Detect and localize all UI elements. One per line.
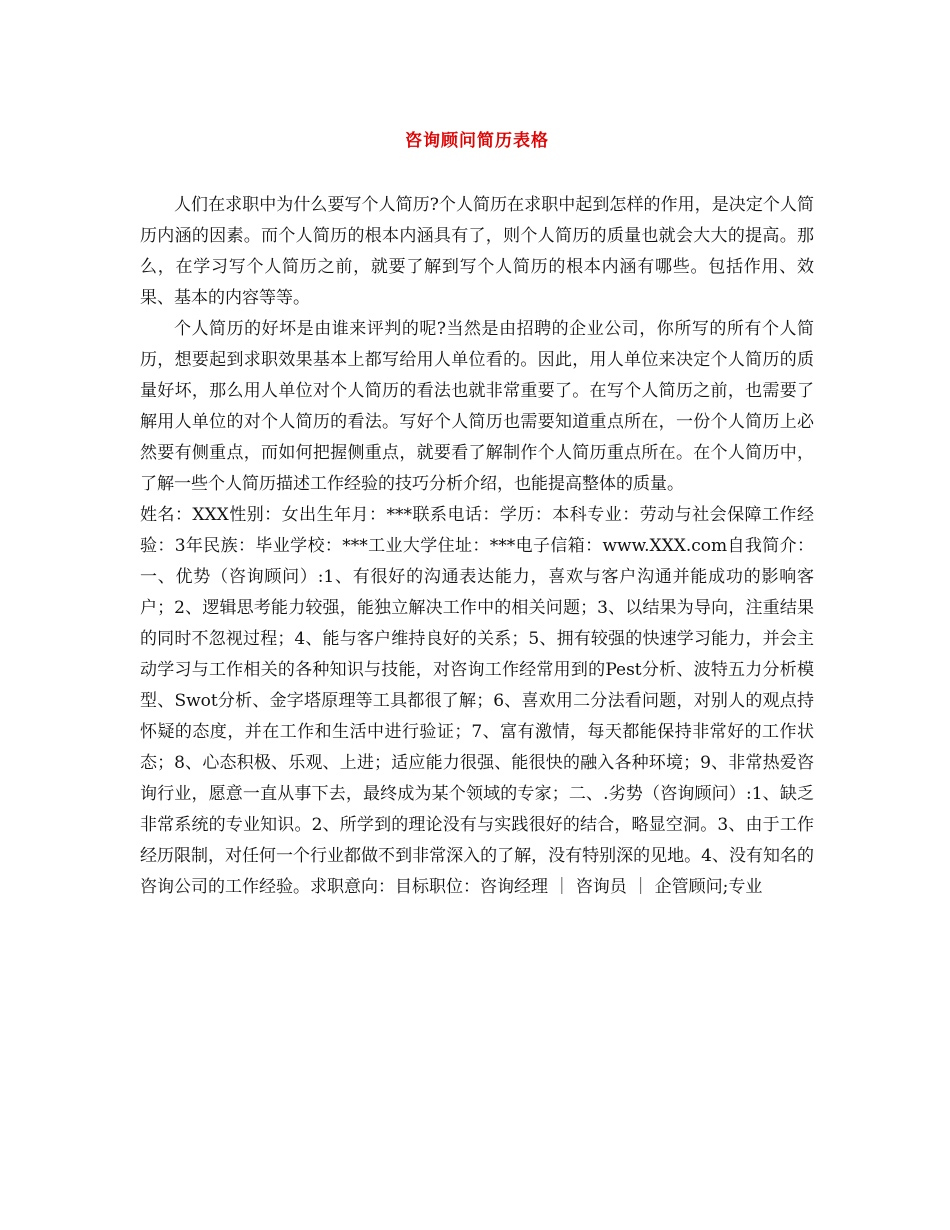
paragraph-resume-details: 姓名：XXX性别：女出生年月：***联系电话：学历：本科专业：劳动与社会保障工作经验：3年民族：毕业学校：***工业大学住址：***电子信箱：www.XXX.com自我简介：一、优势（咨询顾问）:1、有很好的沟通表达能力，喜欢与客户沟通并能成功的影响客户；2、逻辑思考能力较强，能独立解决工作中的相关问题；3、以结果为导向，注重结果的同时不忽视过程；4、能与客户维持良好的关系；5、拥有较强的快速学习能力，并会主动学习与工作相关的各种知识与技能，对咨询工作经常用到的Pest分析、波特五力分析模型、Swot分析、金字塔原理等工具都很了解；6、喜欢用二分法看问题，对别人的观点持怀疑的态度，并在工作和生活中进行验证；7、富有激情，每天都能保持非常好的工作状态；8、心态积极、乐观、上进；适应能力很强、能很快的融入各种环境；9、非常热爱咨询行业，愿意一直从事下去，最终成为某个领域的专家；二、.劣势（咨询顾问）:1、缺乏非常系统的专业知识。2、所学到的理论没有与实践很好的结合，略显空洞。3、由于工作经历限制，对任何一个行业都做不到非常深入的了解，没有特别深的见地。4、没有知名的咨询公司的工作经验。求职意向：目标职位：咨询经理 ｜ 咨询员 ｜ 企管顾问;专业 [140,505,814,897]
document-title: 咨询顾问简历表格 [405,131,549,151]
paragraph-who-judges: 个人简历的好坏是由谁来评判的呢?当然是由招聘的企业公司，你所写的所有个人简历，想要起到求职效果基本上都写给用人单位看的。因此，用人单位来决定个人简历的质量好坏，那么用人单位对个人简历的看法也就非常重要了。在写个人简历之前，也需要了解用人单位的对个人简历的看法。写好个人简历也需要知道重点所在，一份个人简历上必然要有侧重点，而如何把握侧重点，就要看了解制作个人简历重点所在。在个人简历中，了解一些个人简历描述工作经验的技巧分析介绍，也能提高整体的质量。 [140,319,814,494]
paragraph-why-resume: 人们在求职中为什么要写个人简历?个人简历在求职中起到怎样的作用，是决定个人简历内涵的因素。而个人简历的根本内涵具有了，则个人简历的质量也就会大大的提高。那么，在学习写个人简历之前，就要了解到写个人简历的根本内涵有哪些。包括作用、效果、基本的内容等等。 [140,195,814,308]
document-body [140,190,814,903]
